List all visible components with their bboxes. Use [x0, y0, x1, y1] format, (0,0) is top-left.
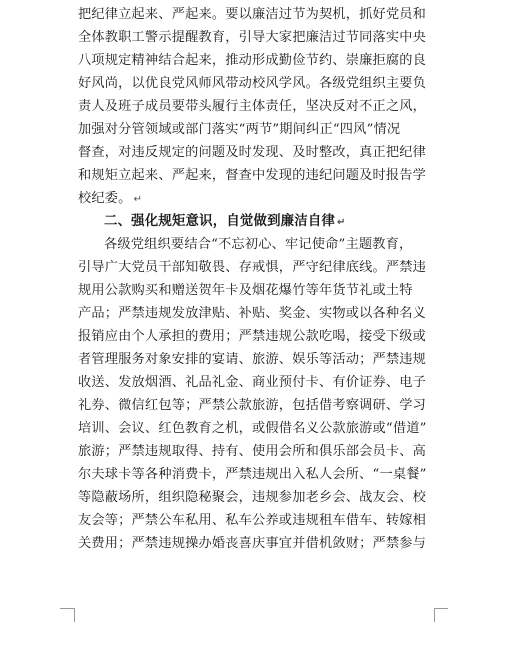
paragraph-line: 责人及班子成员要带头履行主体责任，坚决反对不正之风，	[78, 99, 427, 114]
paragraph-line: 把纪律立起来、严起来。要以廉洁过节为契机，抓好党员和	[78, 7, 427, 22]
section-heading-text: 二、强化规矩意识，自觉做到廉洁自律	[104, 214, 336, 229]
paragraph-line: 加强对分管领域或部门落实“两节”期间纠正“四风”情况	[78, 122, 401, 137]
margin-corner-mark-right-v	[434, 608, 435, 622]
margin-corner-mark-right-h	[434, 608, 448, 609]
paragraph-line: 尔夫球卡等各种消费卡，严禁违规出入私人会所、“一桌餐”	[78, 467, 427, 482]
paragraph-line: 旅游；严禁违规取得、持有、使用会所和俱乐部会员卡、高	[78, 444, 427, 459]
paragraph-line: 全体教职工警示提醒教育，引导大家把廉洁过节同落实中央	[78, 30, 427, 45]
paragraph-line: 等隐蔽场所，组织隐秘聚会，违规参加老乡会、战友会、校	[78, 490, 427, 505]
paragraph-line: 者管理服务对象安排的宴请、旅游、娱乐等活动；严禁违规	[78, 352, 427, 367]
document-body	[78, 3, 434, 555]
paragraph-line: 培训、会议、红色教育之机，或假借名义公款旅游或“借道”	[78, 421, 427, 436]
paragraph-line-text: 校纪委。	[78, 191, 132, 206]
paragraph-line: 友会等；严禁公车私用、私车公养或违规租车借车、转嫁相	[78, 513, 427, 528]
paragraph-line: 规用公款购买和赠送贺年卡及烟花爆竹等年货节礼或土特	[78, 283, 413, 298]
heading-return-mark: ↵	[337, 217, 346, 228]
paragraph-line: 报销应由个人承担的费用；严禁违规公款吃喝，接受下级或	[78, 329, 427, 344]
section-heading	[78, 210, 434, 233]
paragraph-line: 收送、发放烟酒、礼品礼金、商业预付卡、有价证券、电子	[78, 375, 427, 390]
paragraph-line: 礼券、微信红包等；严禁公款旅游，包括借考察调研、学习	[78, 398, 427, 413]
margin-corner-mark-left-v	[62, 608, 75, 622]
paragraph-line: 关费用；严禁违规操办婚丧喜庆事宜并借机敛财；严禁参与	[78, 536, 427, 551]
paragraph-line: 和规矩立起来、严起来，督查中发现的违纪问题及时报告学	[78, 168, 427, 183]
paragraph-line: 引导广大党员干部知敬畏、存戒惧，严守纪律底线。严禁违	[78, 260, 427, 275]
paragraph-line: 好风尚，以优良党风师风带动校风学风。各级党组织主要负	[78, 76, 427, 91]
paragraph-line-text: 各级党组织要结合“不忘初心、牢记使命”主题教育，	[104, 237, 413, 252]
paragraph-line	[78, 187, 434, 210]
paragraph-return-mark: ↵	[133, 194, 143, 205]
paragraph-line: 八项规定精神结合起来，推动形成勤俭节约、崇廉拒腐的良	[78, 53, 427, 68]
paragraph-line: 产品；严禁违规发放津贴、补贴、奖金、实物或以各种名义	[78, 306, 427, 321]
paragraph-line: 督查，对违反规定的问题及时发现、及时整改，真正把纪律	[78, 145, 427, 160]
paragraph-line	[78, 233, 434, 256]
